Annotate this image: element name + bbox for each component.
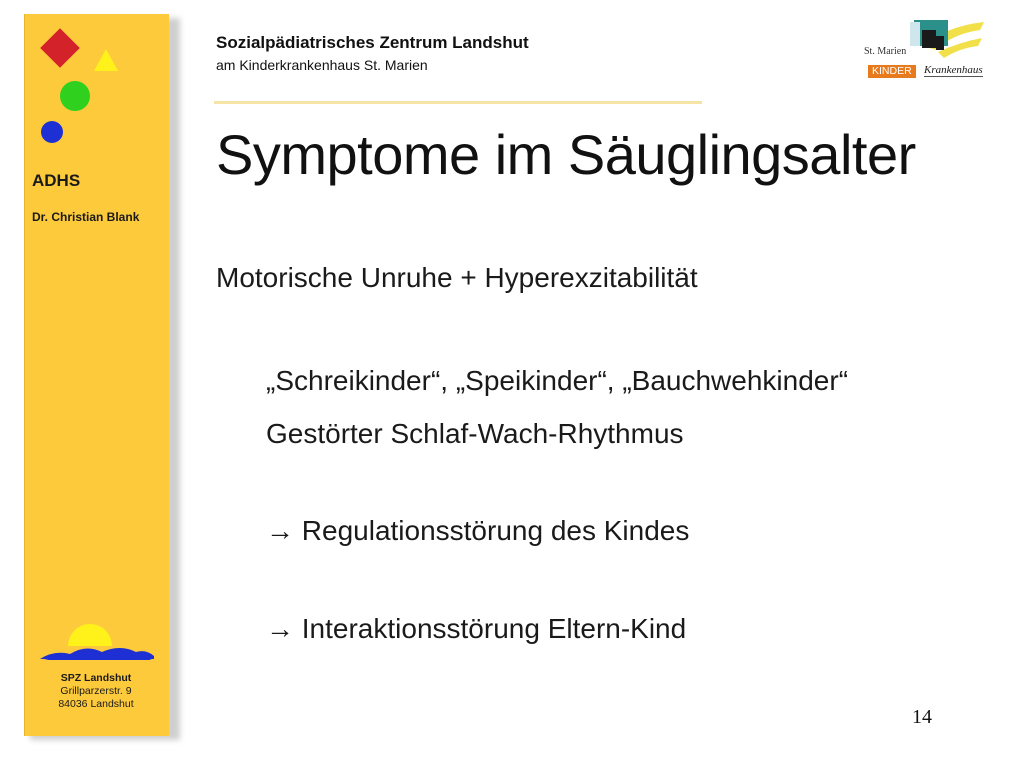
sidebar-author: Dr. Christian Blank [32,210,140,224]
footer-name: SPZ Landshut [60,672,132,684]
footer-street: Grillparzerstr. 9 [60,685,132,697]
logo-krankenhaus: Krankenhaus [924,64,983,76]
slide-subhead: Motorische Unruhe + Hyperexzitabilität [216,262,698,293]
bullet-item-3: → Regulationsstörung des Kindes [266,515,690,546]
yellow-triangle-icon [94,49,118,71]
blue-circle-icon [41,121,63,143]
org-name: Sozialpädiatrisches Zentrum Landshut [216,33,529,52]
sidebar-title: ADHS [32,171,81,190]
sun-waves-icon [38,616,156,662]
bullet-item-4: → Interaktionsstörung Eltern-Kind [266,613,687,644]
header-divider [214,101,702,104]
bullet-item-1: „Schreikinder“, „Speikinder“, „Bauchwehkinder“ [266,365,849,396]
hospital-logo [852,16,988,84]
page-number: 14 [912,706,932,728]
logo-kinder: KINDER [868,65,916,78]
logo-st-marien: St. Marien [864,46,907,57]
bullet-item-2: Gestörter Schlaf-Wach-Rhythmus [266,418,684,449]
org-subtitle: am Kinderkrankenhaus St. Marien [216,57,428,73]
slide-title: Symptome im Säuglingsalter [216,123,916,186]
footer-city: 84036 Landshut [58,698,134,710]
green-circle-icon [60,81,90,111]
